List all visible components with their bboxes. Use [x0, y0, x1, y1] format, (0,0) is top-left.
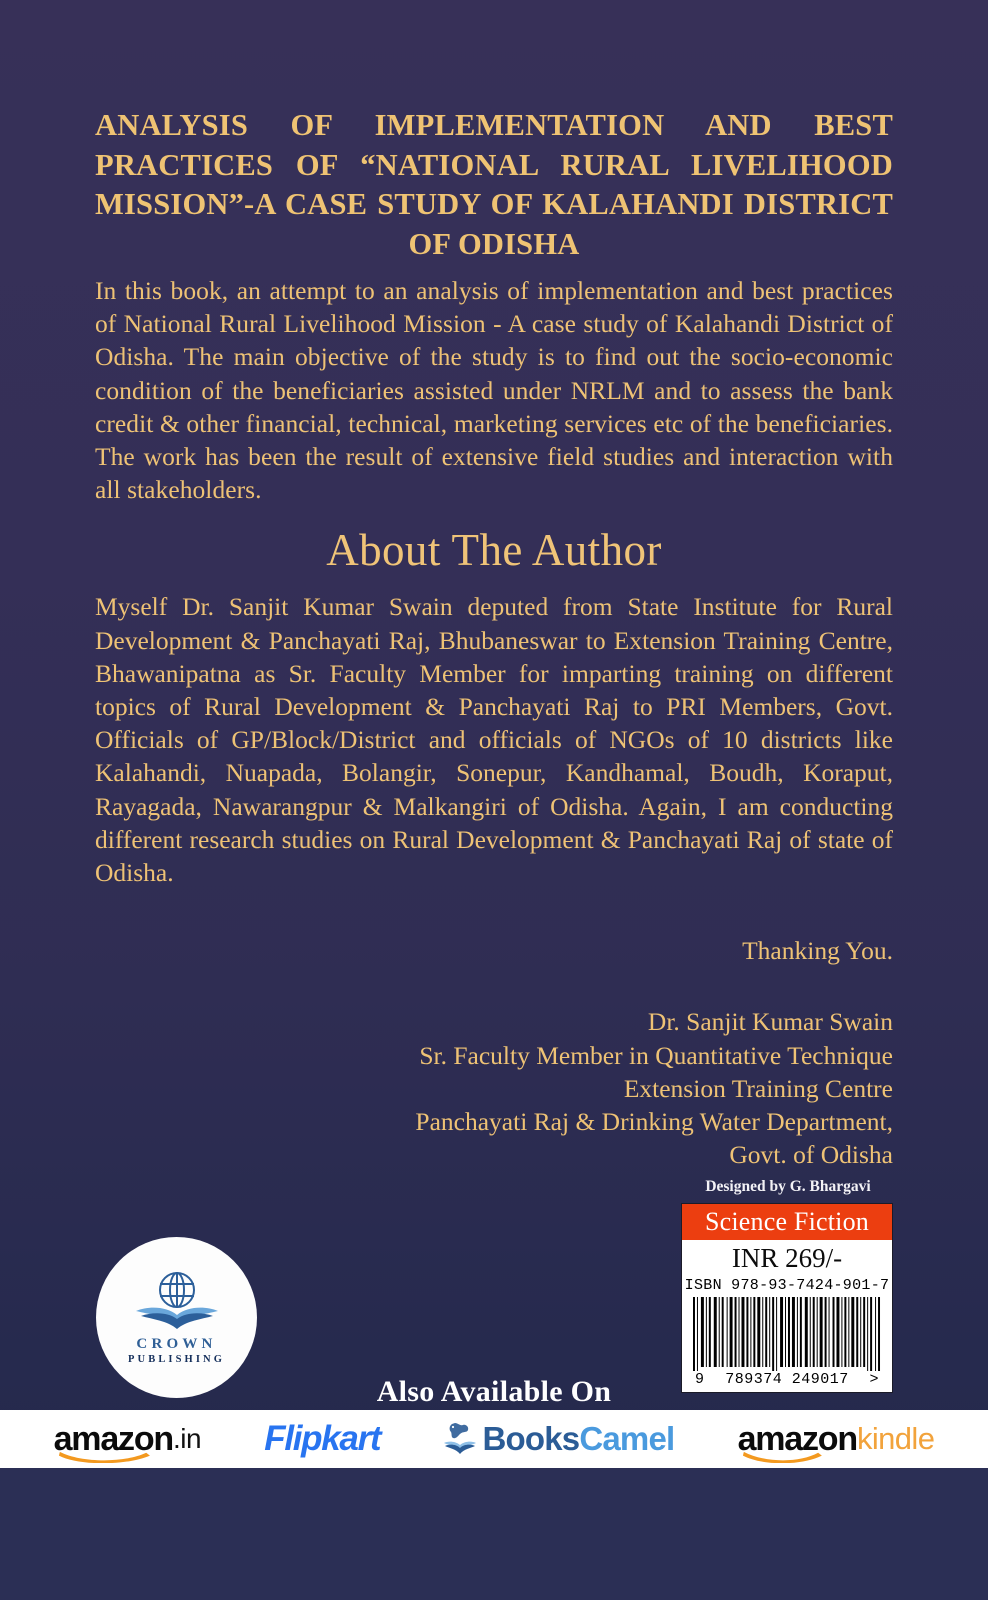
publisher-subtitle: PUBLISHING	[128, 1353, 225, 1365]
amazon-smile-icon	[58, 1450, 151, 1463]
amazon-kindle-word: amazon	[737, 1420, 857, 1458]
book-synopsis: In this book, an attempt to an analysis of implementation and best practices of National Rural Livelihood Mission - A case study of Kalahandi District of Odisha. The main objective of the study is to find out the socio-economic condition of the beneficiaries assisted under NRLM and to assess the bank credit & other financial, technical, marketing services etc of the beneficiaries. The work has been the result of extensive field studies and interaction with all stakeholders.	[95, 276, 893, 505]
amazon-in-word: amazon	[53, 1420, 173, 1458]
price-isbn-block	[681, 1203, 893, 1393]
bookscamel-word: Books	[482, 1420, 580, 1457]
thanking-note: Thanking You.	[742, 936, 893, 966]
retailer-flipkart[interactable]	[264, 1419, 381, 1458]
retailer-amazon-in[interactable]	[53, 1420, 202, 1458]
price-label: INR 269/-	[682, 1240, 892, 1276]
amazon-kindle-suffix: kindle	[856, 1421, 935, 1456]
page-title: ANALYSIS OF IMPLEMENTATION AND BEST PRACTICES OF “NATIONAL RURAL LIVELIHOOD MISSION”-A CASE STUDY OF KALAHANDI DISTRICT OF ODISHA	[95, 108, 893, 261]
retailer-amazon-kindle[interactable]	[737, 1420, 935, 1458]
retailer-bookscamel[interactable]	[443, 1421, 674, 1457]
also-available-label: Also Available On	[376, 1375, 612, 1408]
author-biography: Myself Dr. Sanjit Kumar Swain deputed from State Institute for Rural Development & Panchayati Raj, Bhubaneswar to Extension Training Centre, Bhawanipatna as Sr. Faculty Member for imparting training on different topics of Rural Development & Panchayati Raj to PRI Members, Govt. Officials of GP/Block/District and officials of NGOs of 10 districts like Kalahandi, Nuapada, Bolangir, Sonepur, Kandhamal, Boudh, Koraput, Rayagada, Nawarangpur & Malkangiri of Odisha. Again, I am conducting different research studies on Rural Development & Panchayati Raj of state of Odisha.	[95, 592, 893, 888]
retailer-logo-bar	[0, 1410, 988, 1468]
bottom-strip	[0, 1468, 988, 1600]
isbn-label: ISBN 978-93-7424-901-7	[682, 1276, 892, 1295]
author-signature-block	[95, 1005, 893, 1171]
bookscamel-suffix: Camel	[579, 1420, 675, 1457]
barcode-digit-left: 9	[695, 1371, 705, 1388]
amazon-in-suffix: .in	[172, 1423, 202, 1454]
globe-over-book-icon	[130, 1270, 224, 1332]
signature-institution: Extension Training Centre	[623, 1073, 893, 1103]
camel-book-icon	[443, 1421, 477, 1457]
signature-government: Govt. of Odisha	[729, 1140, 893, 1170]
genre-badge: Science Fiction	[682, 1204, 892, 1240]
flipkart-word: Flipkart	[264, 1419, 381, 1458]
designer-credit: Designed by G. Bhargavi	[705, 1178, 871, 1195]
signature-name: Dr. Sanjit Kumar Swain	[647, 1007, 893, 1037]
publisher-name: CROWN	[136, 1335, 217, 1352]
about-the-author-heading: About The Author	[326, 525, 662, 576]
signature-designation: Sr. Faculty Member in Quantitative Technique	[419, 1040, 893, 1070]
signature-department: Panchayati Raj & Drinking Water Department,	[415, 1107, 893, 1137]
barcode-digit-right: >	[869, 1371, 879, 1388]
cover-text-column	[95, 106, 893, 1171]
barcode-bars-icon	[693, 1297, 881, 1371]
amazon-smile-icon	[742, 1450, 835, 1463]
barcode-digit-main: 789374 249017	[725, 1371, 849, 1388]
